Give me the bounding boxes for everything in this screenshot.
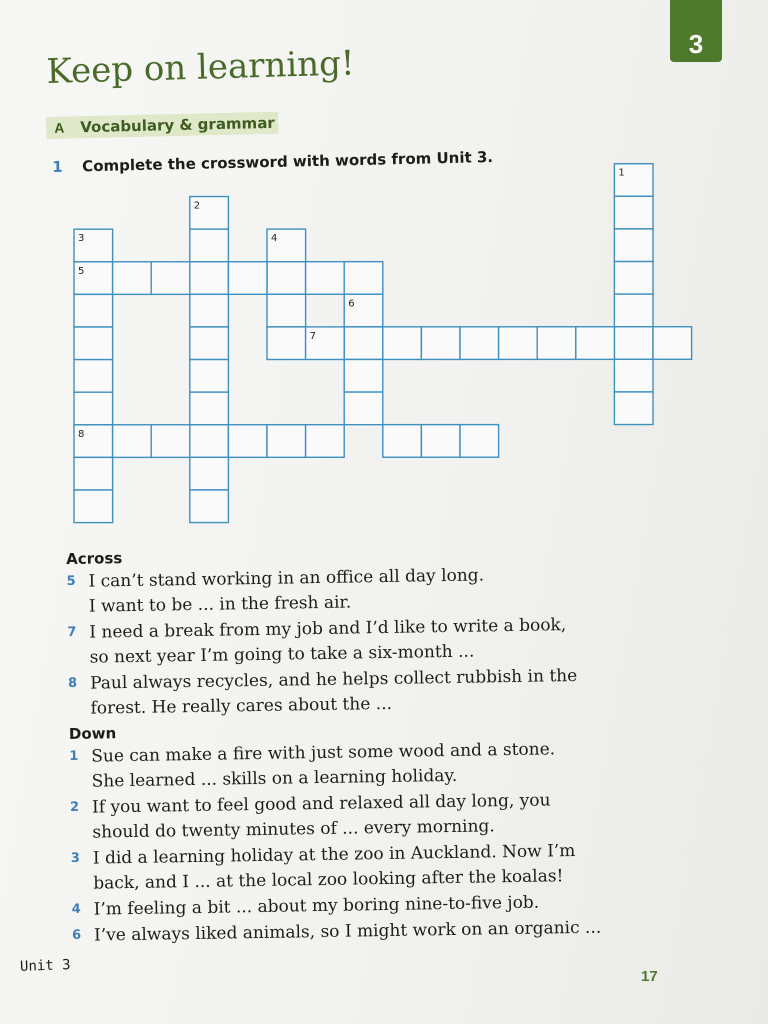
crossword-cell[interactable] [190, 327, 229, 360]
crossword-cell[interactable] [74, 392, 113, 425]
crossword-cell[interactable] [267, 294, 306, 327]
crossword-cell[interactable] [74, 294, 113, 327]
crossword-cell[interactable] [344, 262, 383, 295]
crossword-cell[interactable] [614, 294, 653, 327]
crossword-cell[interactable] [460, 425, 499, 458]
exercise-number: 1 [52, 157, 63, 176]
section-label: Vocabulary & grammar [80, 113, 275, 137]
crossword-cell[interactable] [113, 425, 152, 458]
crossword-cell[interactable] [113, 262, 152, 295]
clue-line: I want to be ... in the fresh air. [88, 592, 352, 617]
crossword-cell[interactable] [228, 425, 267, 458]
clue-text [88, 561, 667, 620]
clue-number: 7 [67, 624, 77, 640]
across-heading: Across [66, 549, 123, 568]
footer-unit: Unit 3 [19, 957, 71, 975]
crossword-clue-number: 6 [348, 298, 355, 310]
clue-number: 3 [70, 850, 81, 866]
clue-line: should do twenty minutes of ... every morning. [92, 816, 495, 843]
crossword-cell[interactable] [421, 425, 460, 458]
crossword-cell[interactable] [267, 262, 306, 295]
crossword-cell[interactable] [499, 327, 538, 360]
down-clue-3 [71, 838, 672, 897]
crossword-cell[interactable] [190, 490, 229, 523]
clue-text [89, 612, 668, 671]
crossword-cell[interactable] [306, 425, 345, 458]
crossword-clue-number: 2 [193, 200, 201, 212]
crossword-cell[interactable] [228, 262, 267, 295]
down-heading: Down [68, 724, 117, 743]
clue-line: If you want to feel good and relaxed all day long, you [91, 790, 551, 818]
clue-line: I did a learning holiday at the zoo in Auckland. Now I’m [92, 841, 576, 869]
crossword-cell[interactable] [190, 294, 229, 327]
across-clue-5 [66, 561, 667, 620]
unit-tab: 3 [670, 0, 722, 62]
crossword-cell[interactable] [383, 425, 422, 458]
crossword-cell[interactable] [190, 392, 229, 425]
down-clue-2 [70, 787, 671, 846]
section-letter: A [54, 119, 65, 136]
crossword-cell[interactable] [344, 392, 383, 425]
crossword-cell[interactable] [267, 425, 306, 458]
crossword-cell[interactable] [576, 327, 615, 360]
crossword-cell[interactable] [537, 327, 576, 360]
crossword-cell[interactable] [344, 359, 383, 392]
crossword-cell[interactable] [74, 490, 113, 523]
across-clue-list [66, 561, 668, 722]
clue-line: Paul always recycles, and he helps collect rubbish in the [89, 665, 578, 694]
crossword-clue-number: 4 [271, 233, 278, 245]
crossword-cell[interactable] [344, 327, 383, 360]
clue-number: 2 [69, 799, 80, 815]
page-title: Keep on learning! [46, 43, 356, 92]
crossword-cell[interactable] [190, 360, 229, 393]
crossword-cell[interactable] [614, 392, 653, 425]
clue-line: forest. He really cares about the ... [90, 693, 393, 719]
crossword-clue-number: 3 [78, 233, 85, 245]
crossword-cell[interactable] [151, 425, 190, 458]
down-clue-1 [69, 736, 670, 795]
crossword-cell[interactable] [74, 360, 113, 393]
crossword-clue-number: 1 [618, 167, 625, 179]
clue-number: 8 [68, 675, 78, 691]
crossword-cell[interactable] [614, 262, 653, 295]
clue-line: back, and I ... at the local zoo looking after the koalas! [93, 866, 564, 894]
clue-line: so next year I’m going to take a six-month ... [89, 641, 475, 668]
clue-text [90, 663, 669, 722]
crossword-cell[interactable] [267, 327, 306, 360]
crossword-cell[interactable] [614, 229, 653, 262]
page-number: 17 [641, 968, 658, 985]
clue-line: Sue can make a fire with just some wood and a stone. [91, 739, 556, 767]
across-clue-8 [68, 663, 669, 722]
crossword-cell[interactable] [190, 262, 229, 295]
clue-line: I can’t stand working in an office all day long. [88, 565, 485, 592]
clue-line: I’ve always liked animals, so I might work on an organic ... [93, 917, 602, 946]
clues-area [66, 539, 672, 950]
clue-text [91, 736, 670, 795]
crossword-cell[interactable] [383, 327, 422, 360]
clue-number: 4 [71, 901, 81, 917]
clue-number: 6 [71, 927, 82, 943]
clue-line: She learned ... skills on a learning holiday. [91, 765, 458, 792]
crossword-cell[interactable] [190, 457, 229, 490]
crossword-cell[interactable] [74, 457, 113, 490]
crossword-cell[interactable] [190, 425, 229, 458]
crossword-cell[interactable] [190, 229, 229, 262]
clue-line: I’m feeling a bit ... about my boring nine-to-five job. [93, 892, 540, 920]
crossword-cell[interactable] [614, 196, 653, 229]
crossword-cell[interactable] [421, 327, 460, 360]
clue-text [93, 838, 672, 897]
crossword-clue-number: 7 [309, 330, 316, 342]
across-clue-7 [67, 612, 668, 671]
crossword-cell[interactable] [460, 327, 499, 360]
crossword-clue-number: 8 [78, 428, 85, 440]
crossword-cell[interactable] [653, 327, 692, 360]
crossword-cell[interactable] [151, 262, 190, 295]
crossword-cell[interactable] [306, 262, 345, 295]
crossword-cell[interactable] [614, 359, 653, 392]
clue-text [92, 787, 671, 846]
crossword-clue-number: 5 [78, 265, 85, 277]
clue-number: 1 [69, 748, 79, 764]
clue-number: 5 [66, 573, 76, 589]
clue-line: I need a break from my job and I’d like to write a book, [89, 615, 567, 643]
down-clue-list [69, 736, 672, 949]
exercise-text: Complete the crossword with words from Unit 3. [81, 147, 494, 176]
crossword-cell[interactable] [614, 327, 653, 360]
crossword-cell[interactable] [74, 327, 113, 360]
